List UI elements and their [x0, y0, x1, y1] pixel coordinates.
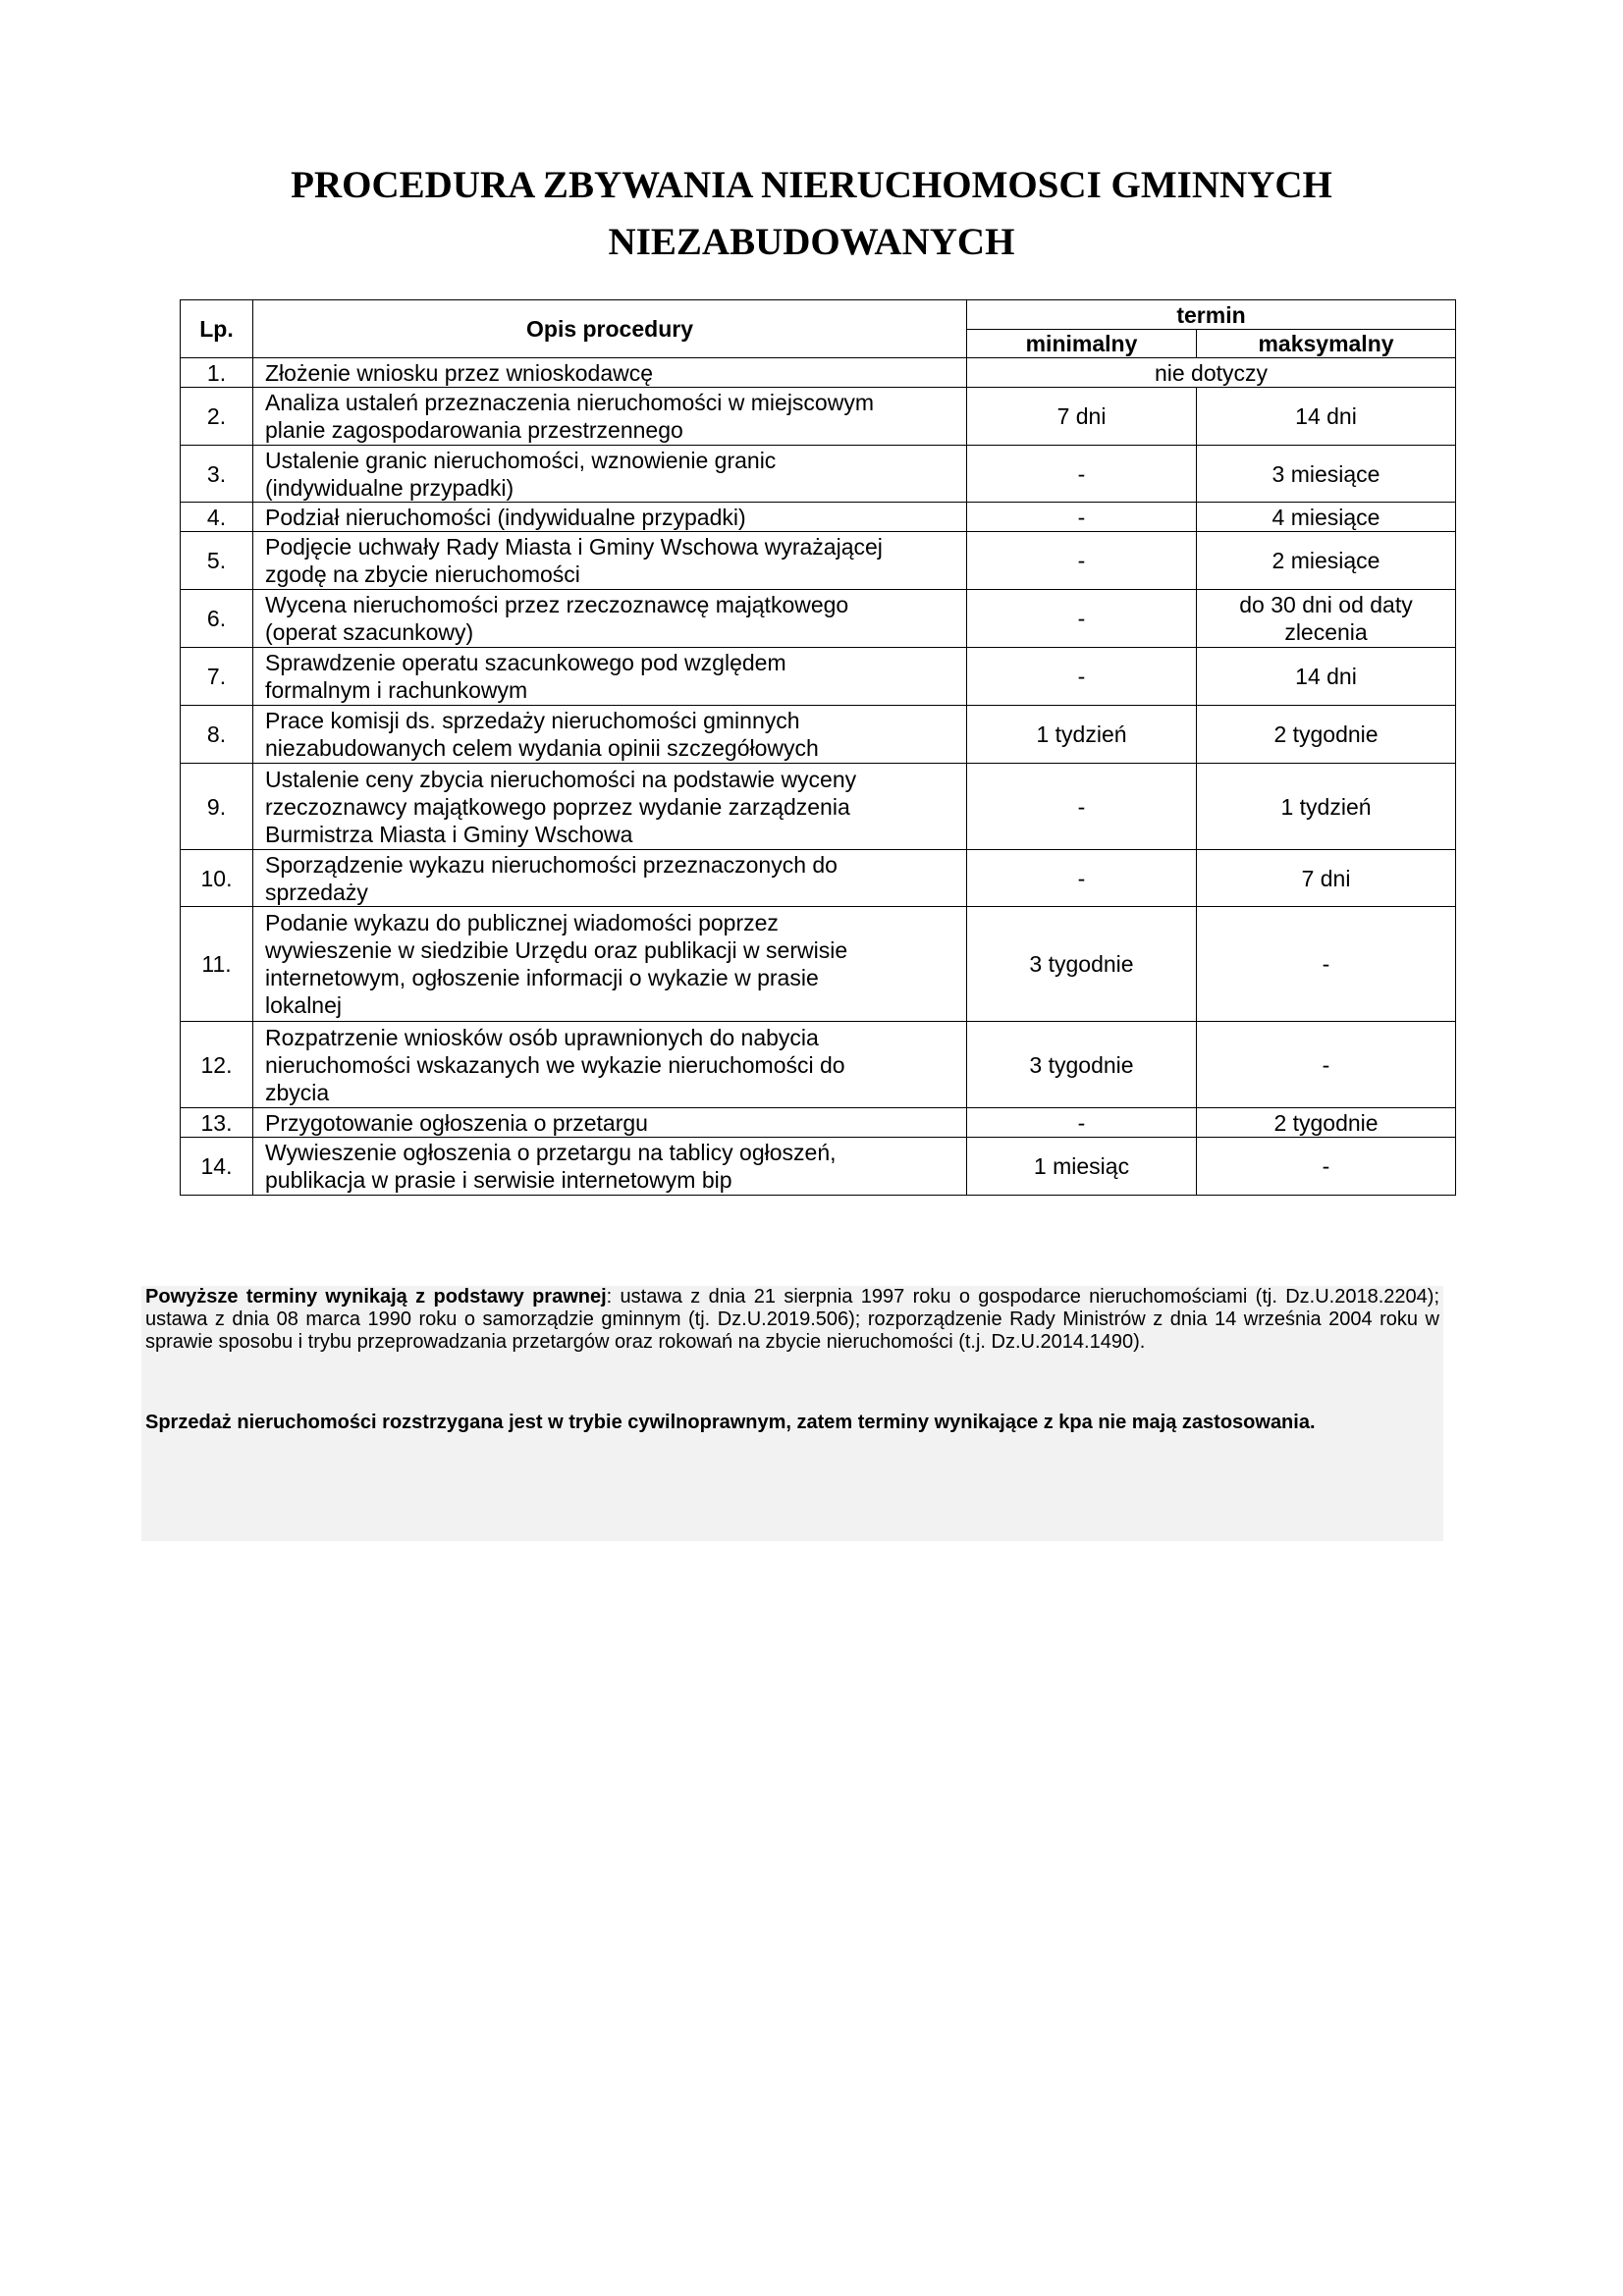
description-line: Rozpatrzenie wniosków osób uprawnionych do nabycia — [265, 1024, 819, 1050]
description-line: Podjęcie uchwały Rady Miasta i Gminy Wschowa wyrażającej — [265, 534, 883, 560]
header-lp: Lp. — [181, 300, 253, 358]
description-line: Analiza ustaleń przeznaczenia nieruchomości w miejscowym — [265, 390, 874, 415]
row-description — [253, 532, 967, 590]
row-number: 7. — [181, 648, 253, 706]
row-description: Przygotowanie ogłoszenia o przetargu — [253, 1108, 967, 1138]
row-number: 12. — [181, 1022, 253, 1108]
description-line: rzeczoznawcy majątkowego poprzez wydanie zarządzenia — [265, 793, 850, 820]
row-number: 2. — [181, 388, 253, 446]
header-description: Opis procedury — [253, 300, 967, 358]
row-term-min: - — [967, 764, 1197, 850]
row-description — [253, 1138, 967, 1196]
description-line: Wywieszenie ogłoszenia o przetargu na tablicy ogłoszeń, — [265, 1140, 837, 1165]
row-number: 10. — [181, 850, 253, 907]
legal-basis-lead: Powyższe terminy wynikają z podstawy prawnej — [145, 1286, 607, 1308]
row-number: 1. — [181, 358, 253, 388]
header-minimalny: minimalny — [967, 330, 1197, 358]
table-row — [181, 907, 1456, 1022]
row-description: Podział nieruchomości (indywidualne przypadki) — [253, 503, 967, 532]
description-line: Burmistrza Miasta i Gminy Wschowa — [265, 821, 633, 847]
row-term-max: 14 dni — [1197, 388, 1456, 446]
description-line: niezabudowanych celem wydania opinii szczegółowych — [265, 735, 819, 761]
table-row — [181, 503, 1456, 532]
row-term-min: - — [967, 1108, 1197, 1138]
row-number: 5. — [181, 532, 253, 590]
description-line: Sporządzenie wykazu nieruchomości przeznaczonych do — [265, 851, 838, 878]
table-row — [181, 648, 1456, 706]
row-term-min: 1 tydzień — [967, 706, 1197, 764]
table-row — [181, 764, 1456, 850]
description-line: formalnym i rachunkowym — [265, 677, 528, 703]
row-term-max — [1197, 590, 1456, 648]
row-number: 4. — [181, 503, 253, 532]
row-term-max: 7 dni — [1197, 850, 1456, 907]
row-number: 14. — [181, 1138, 253, 1196]
table-row — [181, 850, 1456, 907]
row-term-min: 7 dni — [967, 388, 1197, 446]
legal-basis-text: : ustawa z dnia 21 sierpnia 1997 roku o gospodarce nieruchomościami (tj. Dz.U.2018.2204); ustawa z dnia 08 marca 1990 roku o samorządzie gminnym (tj. Dz.U.2019.506); rozporządzenie Rady Ministrów z dnia 14 września 2004 roku w sprawie sposobu i trybu przeprowadzania przetargów oraz rokowań na zbycie nieruchomości (t.j. Dz.U.2014.1490). — [145, 1286, 1440, 1353]
procedure-table-body — [181, 358, 1456, 1196]
row-number: 9. — [181, 764, 253, 850]
row-term-max: - — [1197, 1138, 1456, 1196]
row-number: 11. — [181, 907, 253, 1022]
description-line: (indywidualne przypadki) — [265, 474, 514, 501]
description-line: sprzedaży — [265, 879, 368, 905]
table-row — [181, 358, 1456, 388]
row-term-max: 2 tygodnie — [1197, 1108, 1456, 1138]
description-line: Prace komisji ds. sprzedaży nieruchomości gminnych — [265, 708, 800, 733]
row-term-max: 14 dni — [1197, 648, 1456, 706]
row-term-min: - — [967, 446, 1197, 503]
row-term-min: 3 tygodnie — [967, 1022, 1197, 1108]
table-row — [181, 1022, 1456, 1108]
row-term-max: - — [1197, 1022, 1456, 1108]
description-line: nieruchomości wskazanych we wykazie nieruchomości do — [265, 1051, 845, 1078]
row-description — [253, 850, 967, 907]
row-term-max: - — [1197, 907, 1456, 1022]
description-line: Podanie wykazu do publicznej wiadomości poprzez — [265, 910, 779, 935]
row-term-merged: nie dotyczy — [967, 358, 1456, 388]
description-line: wywieszenie w siedzibie Urzędu oraz publikacji w serwisie — [265, 937, 848, 963]
row-term-max: 3 miesiące — [1197, 446, 1456, 503]
table-row — [181, 532, 1456, 590]
row-term-min: - — [967, 590, 1197, 648]
description-line: Ustalenie granic nieruchomości, wznowienie granic — [265, 447, 777, 473]
row-term-max: 4 miesiące — [1197, 503, 1456, 532]
table-row — [181, 590, 1456, 648]
row-number: 13. — [181, 1108, 253, 1138]
description-line: zbycia — [265, 1079, 330, 1105]
row-description — [253, 764, 967, 850]
table-row — [181, 1138, 1456, 1196]
row-term-min: 1 miesiąc — [967, 1138, 1197, 1196]
header-termin: termin — [967, 300, 1456, 330]
table-row — [181, 706, 1456, 764]
legal-basis-paragraph — [145, 1286, 1439, 1354]
document-title — [0, 157, 1623, 271]
row-description — [253, 446, 967, 503]
row-term-min: - — [967, 532, 1197, 590]
description-line: publikacja w prasie i serwisie internetowym bip — [265, 1167, 732, 1193]
row-description — [253, 706, 967, 764]
row-description — [253, 648, 967, 706]
header-maksymalny: maksymalny — [1197, 330, 1456, 358]
description-line: Ustalenie ceny zbycia nieruchomości na podstawie wyceny — [265, 766, 857, 792]
row-term-max: 1 tydzień — [1197, 764, 1456, 850]
row-description — [253, 1022, 967, 1108]
description-line: lokalnej — [265, 992, 342, 1018]
term-max-line: do 30 dni od daty — [1239, 592, 1413, 617]
description-line: Wycena nieruchomości przez rzeczoznawcę majątkowego — [265, 592, 849, 617]
description-line: planie zagospodarowania przestrzennego — [265, 417, 683, 443]
row-description — [253, 590, 967, 648]
table-row — [181, 1108, 1456, 1138]
procedure-table — [180, 299, 1456, 1196]
legal-basis-box — [141, 1286, 1443, 1541]
table-row — [181, 446, 1456, 503]
civil-law-note: Sprzedaż nieruchomości rozstrzygana jest w trybie cywilnoprawnym, zatem terminy wynikające z kpa nie mają zastosowania. — [145, 1412, 1316, 1433]
row-term-min: - — [967, 648, 1197, 706]
row-term-min: 3 tygodnie — [967, 907, 1197, 1022]
description-line: zgodę na zbycie nieruchomości — [265, 561, 580, 587]
row-term-min: - — [967, 850, 1197, 907]
description-line: Sprawdzenie operatu szacunkowego pod względem — [265, 650, 786, 675]
table-row — [181, 388, 1456, 446]
title-line-1: PROCEDURA ZBYWANIA NIERUCHOMOSCI GMINNYCH — [291, 164, 1332, 206]
description-line: internetowym, ogłoszenie informacji o wykazie w prasie — [265, 965, 819, 990]
row-term-max: 2 miesiące — [1197, 532, 1456, 590]
row-number: 6. — [181, 590, 253, 648]
row-description — [253, 388, 967, 446]
term-max-line: zlecenia — [1284, 619, 1368, 645]
title-line-2: NIEZABUDOWANYCH — [608, 221, 1015, 263]
row-term-max: 2 tygodnie — [1197, 706, 1456, 764]
row-number: 3. — [181, 446, 253, 503]
row-number: 8. — [181, 706, 253, 764]
row-term-min: - — [967, 503, 1197, 532]
description-line: (operat szacunkowy) — [265, 619, 474, 645]
row-description — [253, 907, 967, 1022]
row-description: Złożenie wniosku przez wnioskodawcę — [253, 358, 967, 388]
